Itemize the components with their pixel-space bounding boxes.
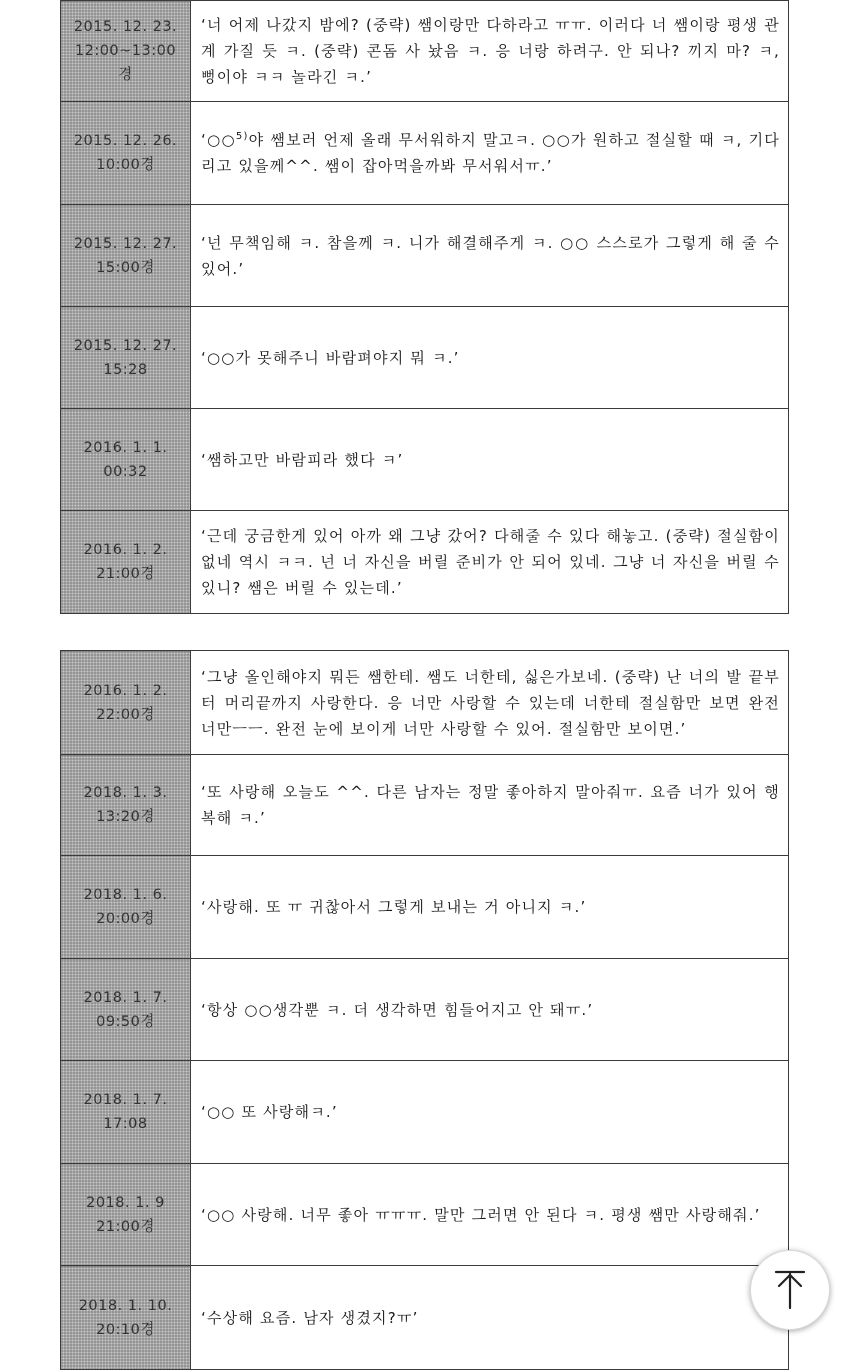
table-row xyxy=(61,102,789,205)
footnote-marker: 5) xyxy=(235,131,249,142)
message-log-table-2 xyxy=(60,650,789,1370)
table-row xyxy=(61,1164,789,1266)
date-cell: 2018. 1. 7. 17:08 xyxy=(61,1061,191,1164)
table-row xyxy=(61,959,789,1061)
arrow-up-icon xyxy=(770,1268,810,1312)
date-cell: 2018. 1. 7. 09:50경 xyxy=(61,959,191,1061)
message-cell: ‘근데 궁금한게 있어 아까 왜 그냥 갔어? 다해줄 수 있다 해놓고. (중략) 절실함이 없네 역시 ㅋㅋ. 넌 너 자신을 버릴 준비가 안 되어 있네. 그냥 너 자신을 버릴 수 있니? 쌤은 버릴 수 있는데.’ xyxy=(191,511,789,614)
table-row xyxy=(61,307,789,409)
message-cell: ‘너 어제 나갔지 밤에? (중략) 쌤이랑만 다하라고 ㅠㅠ. 이러다 너 쌤이랑 평생 관계 가질 듯 ㅋ. (중략) 콘돔 사 놨음 ㅋ. 응 너랑 하려구. 안 되나? 끼지 마? ㅋ, 뻥이야 ㅋㅋ 놀라긴 ㅋ.’ xyxy=(191,1,789,102)
date-cell: 2015. 12. 27. 15:00경 xyxy=(61,205,191,307)
date-cell: 2018. 1. 10. 20:10경 xyxy=(61,1266,191,1370)
table-row xyxy=(61,856,789,959)
message-cell: ‘수상해 요즘. 남자 생겼지?ㅠ’ xyxy=(191,1266,789,1370)
table-row xyxy=(61,205,789,307)
message-cell: ‘사랑해. 또 ㅠ 귀찮아서 그렇게 보내는 거 아니지 ㅋ.’ xyxy=(191,856,789,959)
date-cell: 2015. 12. 23. 12:00~13:00 경 xyxy=(61,1,191,102)
message-cell: ‘넌 무책임해 ㅋ. 참을께 ㅋ. 니가 해결해주게 ㅋ. ○○ 스스로가 그렇게 해 줄 수 있어.’ xyxy=(191,205,789,307)
message-cell: ‘항상 ○○생각뿐 ㅋ. 더 생각하면 힘들어지고 안 돼ㅠ.’ xyxy=(191,959,789,1061)
message-cell: ‘○○ 또 사랑해ㅋ.’ xyxy=(191,1061,789,1164)
table-row xyxy=(61,651,789,755)
date-cell: 2015. 12. 27. 15:28 xyxy=(61,307,191,409)
table-row xyxy=(61,511,789,614)
table-row xyxy=(61,755,789,856)
message-cell: ‘쌤하고만 바람피라 했다 ㅋ’ xyxy=(191,409,789,511)
date-cell: 2016. 1. 2. 22:00경 xyxy=(61,651,191,755)
date-cell: 2016. 1. 2. 21:00경 xyxy=(61,511,191,614)
message-log-table-1 xyxy=(60,0,789,614)
date-cell: 2018. 1. 3. 13:20경 xyxy=(61,755,191,856)
date-cell: 2018. 1. 6. 20:00경 xyxy=(61,856,191,959)
message-cell: ‘○○ 사랑해. 너무 좋아 ㅠㅠㅠ. 말만 그러면 안 된다 ㅋ. 평생 쌤만 사랑해줘.’ xyxy=(191,1164,789,1266)
scroll-to-top-button[interactable] xyxy=(750,1250,830,1330)
date-cell: 2016. 1. 1. 00:32 xyxy=(61,409,191,511)
message-cell: ‘그냥 올인해야지 뭐든 쌤한테. 쌤도 너한테, 싫은가보네. (중략) 난 너의 발 끝부터 머리끝까지 사랑한다. 응 너만 사랑할 수 있는데 너한테 절실함만 보면 완전 너만ㅡㅡ. 완전 눈에 보이게 너만 사랑할 수 있어. 절실함만 보이면.’ xyxy=(191,651,789,755)
table-row xyxy=(61,1266,789,1370)
message-cell: ‘○○$^{5)}$야 쌤보러 언제 올래 무서워하지 말고ㅋ. ○○가 원하고 절실할 때 ㅋ, 기다리고 있을께^^. 쌤이 잡아먹을까봐 무서워서ㅠ.’ xyxy=(191,102,789,205)
date-cell: 2015. 12. 26. 10:00경 xyxy=(61,102,191,205)
table-row xyxy=(61,1061,789,1164)
table-row xyxy=(61,1,789,102)
table-row xyxy=(61,409,789,511)
message-cell: ‘또 사랑해 오늘도 ^^. 다른 남자는 정말 좋아하지 말아줘ㅠ. 요즘 너가 있어 행복해 ㅋ.’ xyxy=(191,755,789,856)
message-cell: ‘○○가 못해주니 바람펴야지 뭐 ㅋ.’ xyxy=(191,307,789,409)
date-cell: 2018. 1. 9 21:00경 xyxy=(61,1164,191,1266)
